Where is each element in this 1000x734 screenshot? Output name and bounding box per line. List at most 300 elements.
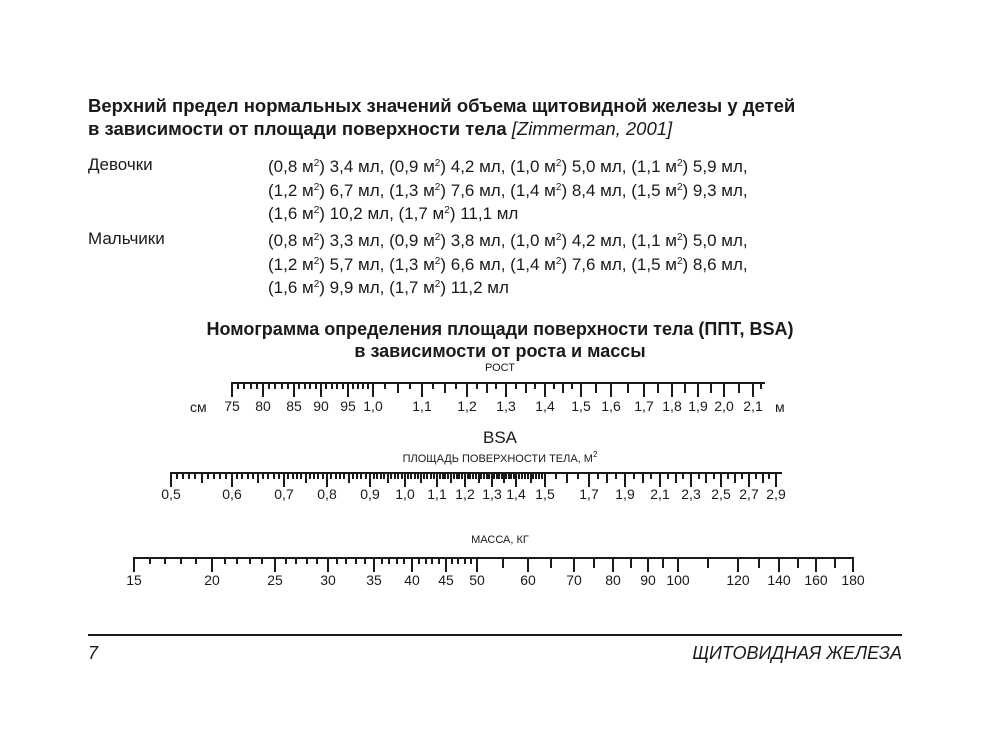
height-scale-minor-tick — [534, 382, 536, 389]
bsa-scale-minor-tick — [541, 472, 543, 479]
square-exponent: 2 — [444, 205, 450, 216]
nomogram-title-line-2: в зависимости от роста и массы — [354, 341, 646, 361]
bsa-value: (1,7 м — [398, 204, 445, 223]
bsa-caption: BSA — [482, 428, 518, 447]
volume-value: ) 3,8 мл, — [440, 231, 511, 250]
height-scale-minor-tick — [710, 382, 712, 393]
bsa-scale-minor-tick — [530, 472, 532, 483]
height-scale-major-tick — [580, 382, 582, 397]
mass-scale-minor-tick — [438, 557, 440, 564]
volume-value: ) 5,7 мл, — [319, 254, 390, 274]
bsa-scale-minor-tick — [439, 472, 441, 479]
bsa-value: (0,8 м — [268, 231, 314, 250]
bsa-scale-minor-tick — [305, 472, 307, 483]
bsa-scale-minor-tick — [538, 472, 540, 479]
bsa-scale-minor-tick — [287, 472, 289, 479]
bsa-scale-minor-tick — [453, 472, 455, 479]
bsa-scale-minor-tick — [414, 472, 416, 479]
mass-scale-major-tick — [612, 557, 614, 572]
mass-scale-major-tick — [778, 557, 780, 572]
height-scale-caption: РОСТ — [485, 362, 515, 374]
height-scale-minor-tick — [444, 382, 446, 393]
bsa-scale-minor-tick — [322, 472, 324, 479]
bsa-value: (1,1 м — [631, 157, 677, 176]
height-scale-minor-tick — [304, 382, 306, 389]
bsa-scale-tick-label: 0,6 — [222, 486, 242, 502]
height-scale-tick-label: 75 — [224, 398, 240, 414]
mass-scale-major-tick — [211, 557, 213, 572]
bsa-scale-minor-tick — [335, 472, 337, 479]
bsa-scale-minor-tick — [527, 472, 529, 479]
square-exponent: 2 — [676, 255, 683, 267]
mass-scale-minor-tick — [396, 557, 398, 564]
mass-scale-tick-label: 25 — [267, 572, 283, 588]
bsa-scale-minor-tick — [633, 472, 635, 479]
bsa-value: (0,9 м — [389, 231, 435, 250]
volume-value: ) 5,0 мл, — [561, 157, 632, 176]
bsa-scale-minor-tick — [461, 472, 463, 479]
page-number: 7 — [88, 643, 99, 663]
norm-values-line — [268, 179, 748, 203]
height-scale-major-tick — [262, 382, 264, 397]
bsa-scale-minor-tick — [410, 472, 412, 479]
mass-scale-minor-tick — [758, 557, 760, 568]
mass-scale-minor-tick — [470, 557, 472, 564]
bsa-scale-minor-tick — [387, 472, 389, 483]
bsa-scale-tick-label: 1,4 — [506, 486, 526, 502]
bsa-scale-tick-label: 0,8 — [317, 486, 337, 502]
square-exponent: 2 — [434, 181, 441, 193]
height-scale-minor-tick — [397, 382, 399, 393]
mass-scale-minor-tick — [388, 557, 390, 564]
mass-scale-minor-tick — [306, 557, 308, 564]
volume-value: ) 7,6 мл, — [561, 254, 632, 274]
height-scale-minor-tick — [325, 382, 327, 389]
square-exponent: 2 — [313, 232, 320, 243]
bsa-scale-minor-tick — [292, 472, 294, 479]
bsa-scale-major-tick — [404, 472, 406, 487]
bsa-scale-minor-tick — [518, 472, 520, 479]
bsa-scale-minor-tick — [475, 472, 477, 479]
volume-value: ) 9,9 мл, — [319, 278, 390, 297]
norm-group-label: Мальчики — [88, 229, 165, 248]
norm-values-line — [268, 155, 748, 179]
height-scale-minor-tick — [571, 382, 573, 389]
bsa-scale-minor-tick — [201, 472, 203, 483]
bsa-scale-minor-tick — [615, 472, 617, 479]
bsa-scale-minor-tick — [360, 472, 362, 479]
bsa-scale-minor-tick — [339, 472, 341, 479]
bsa-scale-minor-tick — [352, 472, 354, 479]
bsa-scale-minor-tick — [176, 472, 178, 479]
height-scale-minor-tick — [250, 382, 252, 389]
bsa-value: (0,9 м — [389, 157, 435, 176]
bsa-scale-minor-tick — [273, 472, 275, 479]
volume-value: ) 9,3 мл, — [682, 180, 748, 200]
bsa-scale-major-tick — [283, 472, 285, 487]
bsa-scale-minor-tick — [521, 472, 523, 479]
bsa-value: (1,3 м — [389, 180, 435, 200]
bsa-scale-minor-tick — [741, 472, 743, 479]
height-scale-minor-tick — [352, 382, 354, 389]
height-scale-minor-tick — [357, 382, 359, 389]
height-scale-tick-label: 1,1 — [412, 398, 432, 414]
mass-scale-tick-label: 15 — [126, 572, 142, 588]
bsa-value: (1,2 м — [268, 254, 314, 274]
square-exponent: 2 — [676, 232, 683, 243]
norm-group-values — [268, 229, 748, 300]
height-scale-minor-tick — [760, 382, 762, 389]
bsa-scale-minor-tick — [469, 472, 471, 479]
height-scale-minor-tick — [237, 382, 239, 389]
mass-scale-tick-label: 90 — [640, 572, 656, 588]
bsa-scale-minor-tick — [478, 472, 480, 483]
bsa-scale-major-tick — [231, 472, 233, 487]
mass-scale-major-tick — [852, 557, 854, 572]
bsa-scale-minor-tick — [755, 472, 757, 479]
bsa-scale-minor-tick — [467, 472, 469, 479]
bsa-scale-tick-label: 2,7 — [739, 486, 759, 502]
height-unit-cm: см — [190, 399, 207, 415]
bsa-scale-minor-tick — [317, 472, 319, 479]
bsa-value: (1,6 м — [268, 204, 314, 223]
mass-scale-tick-label: 180 — [841, 572, 865, 588]
mass-scale-minor-tick — [180, 557, 182, 564]
bsa-scale-minor-tick — [480, 472, 482, 479]
mass-scale-minor-tick — [707, 557, 709, 568]
height-scale-tick-label: 85 — [286, 398, 302, 414]
mass-scale-minor-tick — [249, 557, 251, 564]
bsa-scale-major-tick — [748, 472, 750, 487]
mass-scale-minor-tick — [451, 557, 453, 564]
height-scale-minor-tick — [268, 382, 270, 389]
bsa-value: (1,4 м — [510, 254, 556, 274]
mass-scale-minor-tick — [149, 557, 151, 564]
height-scale-major-tick — [697, 382, 699, 397]
height-scale-minor-tick — [455, 382, 457, 389]
volume-value: ) 6,6 мл, — [440, 254, 511, 274]
bsa-scale-tick-label: 2,1 — [650, 486, 670, 502]
volume-value: ) 4,2 мл, — [561, 231, 632, 250]
mass-scale-minor-tick — [295, 557, 297, 564]
height-scale-major-tick — [643, 382, 645, 397]
bsa-scale-minor-tick — [252, 472, 254, 479]
volume-value: ) 5,9 мл, — [682, 157, 748, 176]
mass-scale-tick-label: 80 — [605, 572, 621, 588]
mass-scale-minor-tick — [355, 557, 357, 564]
bsa-value: (1,0 м — [510, 157, 556, 176]
bsa-scale-minor-tick — [524, 472, 526, 479]
height-scale-tick-label: 80 — [255, 398, 271, 414]
mass-scale-minor-tick — [502, 557, 504, 568]
bsa-scale-minor-tick — [433, 472, 435, 479]
mass-scale-minor-tick — [285, 557, 287, 564]
bsa-scale-minor-tick — [407, 472, 409, 479]
bsa-scale-minor-tick — [597, 472, 599, 479]
mass-scale-tick-label: 45 — [438, 572, 454, 588]
square-exponent: 2 — [434, 279, 441, 290]
height-scale-major-tick — [293, 382, 295, 397]
height-scale-tick-label: 2,1 — [743, 398, 763, 414]
bsa-scale-major-tick — [544, 472, 546, 487]
height-scale-minor-tick — [627, 382, 629, 393]
mass-scale-tick-label: 160 — [804, 572, 828, 588]
bsa-scale-minor-tick — [390, 472, 392, 479]
bsa-scale-minor-tick — [188, 472, 190, 479]
bsa-scale-minor-tick — [356, 472, 358, 479]
mass-scale-major-tick — [677, 557, 679, 572]
bsa-subcaption-text: ПЛОЩАДЬ ПОВЕРХНОСТИ ТЕЛА, М — [402, 453, 593, 465]
volume-value: ) 7,6 мл, — [440, 180, 511, 200]
bsa-scale-minor-tick — [278, 472, 280, 479]
height-scale-minor-tick — [525, 382, 527, 393]
volume-value: ) 4,2 мл, — [440, 157, 511, 176]
mass-scale-major-tick — [274, 557, 276, 572]
height-scale-tick-label: 1,9 — [688, 398, 708, 414]
square-exponent: 2 — [434, 232, 441, 243]
mass-scale-major-tick — [476, 557, 478, 572]
bsa-scale-major-tick — [170, 472, 172, 487]
mass-scale-tick-label: 140 — [767, 572, 791, 588]
bsa-scale-minor-tick — [513, 472, 515, 479]
bsa-scale-tick-label: 2,9 — [766, 486, 786, 502]
norm-values-line — [268, 276, 748, 300]
bsa-scale-minor-tick — [365, 472, 367, 479]
mass-scale-tick-label: 20 — [204, 572, 220, 588]
height-scale-minor-tick — [243, 382, 245, 389]
volume-value: ) 10,2 мл, — [319, 204, 399, 223]
bsa-value: (0,8 м — [268, 157, 314, 176]
mass-scale-major-tick — [411, 557, 413, 572]
bsa-scale-major-tick — [624, 472, 626, 487]
footer-rule — [88, 634, 902, 636]
norm-values-line — [268, 202, 748, 226]
mass-scale-minor-tick — [381, 557, 383, 564]
height-scale-major-tick — [610, 382, 612, 397]
height-scale-minor-tick — [342, 382, 344, 389]
height-scale-major-tick — [723, 382, 725, 397]
bsa-scale-tick-label: 1,2 — [455, 486, 475, 502]
bsa-scale-major-tick — [436, 472, 438, 487]
square-exponent: 2 — [555, 255, 562, 267]
mass-scale-tick-label: 30 — [320, 572, 336, 588]
volume-value: ) 8,6 мл, — [682, 254, 748, 274]
mass-scale-minor-tick — [630, 557, 632, 568]
mass-scale-minor-tick — [224, 557, 226, 564]
bsa-scale-minor-tick — [698, 472, 700, 479]
mass-scale-minor-tick — [593, 557, 595, 568]
bsa-scale-minor-tick — [401, 472, 403, 479]
volume-value: ) 3,4 мл, — [319, 157, 390, 176]
bsa-scale-minor-tick — [458, 472, 460, 479]
volume-value: ) 3,3 мл, — [319, 231, 390, 250]
bsa-scale-major-tick — [690, 472, 692, 487]
height-scale-tick-label: 1,0 — [363, 398, 383, 414]
bsa-scale-minor-tick — [309, 472, 311, 479]
height-scale-minor-tick — [562, 382, 564, 393]
height-unit-m: м — [775, 399, 785, 415]
nomogram-title-line-1: Номограмма определения площади поверхности тела (ППТ, BSA) — [206, 319, 794, 339]
bsa-scale-minor-tick — [606, 472, 608, 483]
height-scale-tick-label: 1,8 — [662, 398, 682, 414]
height-scale-tick-label: 2,0 — [714, 398, 734, 414]
bsa-scale-minor-tick — [182, 472, 184, 479]
height-scale-major-tick — [231, 382, 233, 397]
height-scale-minor-tick — [274, 382, 276, 389]
bsa-scale-tick-label: 0,5 — [161, 486, 181, 502]
norm-group-values — [268, 155, 748, 226]
height-scale-minor-tick — [684, 382, 686, 393]
bsa-scale-minor-tick — [247, 472, 249, 479]
bsa-scale-major-tick — [515, 472, 517, 487]
norm-values-line — [268, 253, 748, 277]
bsa-value: (1,7 м — [389, 278, 435, 297]
bsa-scale-tick-label: 1,0 — [395, 486, 415, 502]
running-title: ЩИТОВИДНАЯ ЖЕЛЕЗА — [692, 643, 902, 663]
bsa-value: (1,6 м — [268, 278, 314, 297]
mass-scale-minor-tick — [418, 557, 420, 564]
bsa-scale-minor-tick — [241, 472, 243, 479]
height-scale-minor-tick — [738, 382, 740, 393]
bsa-scale-minor-tick — [348, 472, 350, 483]
bsa-scale-minor-tick — [667, 472, 669, 479]
bsa-scale-minor-tick — [296, 472, 298, 479]
square-exponent: 2 — [555, 232, 562, 243]
height-scale-tick-label: 1,5 — [571, 398, 591, 414]
bsa-value: (1,1 м — [631, 231, 677, 250]
bsa-value: (1,4 м — [510, 180, 556, 200]
bsa-scale-minor-tick — [213, 472, 215, 479]
height-scale-minor-tick — [281, 382, 283, 389]
bsa-scale-tick-label: 2,3 — [681, 486, 701, 502]
mass-scale-minor-tick — [364, 557, 366, 564]
height-scale-major-tick — [320, 382, 322, 397]
height-scale-minor-tick — [315, 382, 317, 389]
height-scale-tick-label: 1,7 — [634, 398, 654, 414]
height-scale-minor-tick — [486, 382, 488, 393]
mass-scale-minor-tick — [662, 557, 664, 568]
bsa-scale-minor-tick — [682, 472, 684, 479]
bsa-scale-tick-label: 2,5 — [711, 486, 731, 502]
bsa-value: (1,2 м — [268, 180, 314, 200]
bsa-scale-minor-tick — [300, 472, 302, 479]
bsa-scale-minor-tick — [705, 472, 707, 483]
bsa-scale-major-tick — [588, 472, 590, 487]
mass-scale-caption: МАССА, КГ — [471, 534, 529, 546]
height-scale-minor-tick — [331, 382, 333, 389]
bsa-scale-minor-tick — [456, 472, 458, 479]
height-scale-minor-tick — [553, 382, 555, 389]
height-scale-minor-tick — [298, 382, 300, 389]
bsa-scale-minor-tick — [675, 472, 677, 483]
bsa-scale-tick-label: 1,1 — [427, 486, 447, 502]
bsa-scale-minor-tick — [734, 472, 736, 483]
square-exponent: 2 — [313, 158, 320, 169]
height-scale-tick-label: 1,6 — [601, 398, 621, 414]
mass-scale-minor-tick — [425, 557, 427, 564]
square-exponent: 2 — [313, 279, 320, 290]
bsa-value: (1,5 м — [631, 254, 677, 274]
height-scale-minor-tick — [657, 382, 659, 393]
mass-scale-major-tick — [373, 557, 375, 572]
norm-group-label: Девочки — [88, 155, 153, 174]
mass-scale-minor-tick — [550, 557, 552, 568]
bsa-scale-tick-label: 1,3 — [482, 486, 502, 502]
bsa-scale-minor-tick — [577, 472, 579, 479]
bsa-scale-minor-tick — [225, 472, 227, 479]
mass-scale-tick-label: 100 — [666, 572, 690, 588]
volume-value: ) 8,4 мл, — [561, 180, 632, 200]
height-scale-minor-tick — [476, 382, 478, 389]
section-heading-line-2-text: в зависимости от площади поверхности тела — [88, 118, 512, 139]
bsa-scale-minor-tick — [194, 472, 196, 479]
bsa-scale-minor-tick — [383, 472, 385, 479]
mass-scale-axis-line — [133, 557, 854, 559]
height-scale-major-tick — [372, 382, 374, 397]
mass-scale-major-tick — [815, 557, 817, 572]
bsa-scale-major-tick — [464, 472, 466, 487]
mass-scale-tick-label: 35 — [366, 572, 382, 588]
bsa-scale-minor-tick — [483, 472, 485, 479]
volume-value: ) 5,0 мл, — [682, 231, 748, 250]
height-scale-tick-label: 90 — [313, 398, 329, 414]
mass-scale-tick-label: 50 — [469, 572, 485, 588]
bsa-scale-minor-tick — [762, 472, 764, 483]
citation: [Zimmerman, 2001] — [511, 118, 673, 139]
height-scale-minor-tick — [384, 382, 386, 389]
mass-scale-major-tick — [647, 557, 649, 572]
square-exponent: 2 — [313, 205, 320, 216]
bsa-scale-minor-tick — [535, 472, 537, 479]
square-exponent: 2 — [555, 181, 562, 193]
bsa-scale-minor-tick — [423, 472, 425, 479]
bsa-scale-minor-tick — [397, 472, 399, 479]
bsa-scale-minor-tick — [713, 472, 715, 479]
height-scale-minor-tick — [432, 382, 434, 389]
section-heading-line-1: Верхний предел нормальных значений объема щитовидной железы у детей — [88, 95, 796, 116]
bsa-scale-tick-label: 0,7 — [274, 486, 294, 502]
bsa-scale-minor-tick — [262, 472, 264, 479]
mass-scale-minor-tick — [457, 557, 459, 564]
bsa-subcaption — [300, 450, 700, 465]
bsa-scale-minor-tick — [727, 472, 729, 479]
bsa-scale-minor-tick — [207, 472, 209, 479]
mass-scale-major-tick — [737, 557, 739, 572]
bsa-scale-major-tick — [326, 472, 328, 487]
height-scale-minor-tick — [595, 382, 597, 393]
bsa-scale-minor-tick — [267, 472, 269, 479]
bsa-scale-minor-tick — [426, 472, 428, 479]
mass-scale-minor-tick — [164, 557, 166, 564]
height-scale-major-tick — [752, 382, 754, 397]
height-scale-tick-label: 1,2 — [457, 398, 477, 414]
height-scale-minor-tick — [287, 382, 289, 389]
bsa-scale-minor-tick — [532, 472, 534, 479]
volume-value: ) 11,2 мл — [440, 278, 509, 297]
bsa-scale-minor-tick — [447, 472, 449, 479]
bsa-scale-minor-tick — [555, 472, 557, 479]
volume-value: ) 11,1 мл — [449, 204, 519, 223]
bsa-scale-minor-tick — [642, 472, 644, 483]
height-scale-major-tick — [466, 382, 468, 397]
mass-scale-major-tick — [445, 557, 447, 572]
mass-scale-major-tick — [573, 557, 575, 572]
bsa-scale-major-tick — [775, 472, 777, 487]
height-scale-minor-tick — [409, 382, 411, 389]
bsa-scale-minor-tick — [313, 472, 315, 479]
height-scale-minor-tick — [495, 382, 497, 389]
bsa-scale-major-tick — [659, 472, 661, 487]
